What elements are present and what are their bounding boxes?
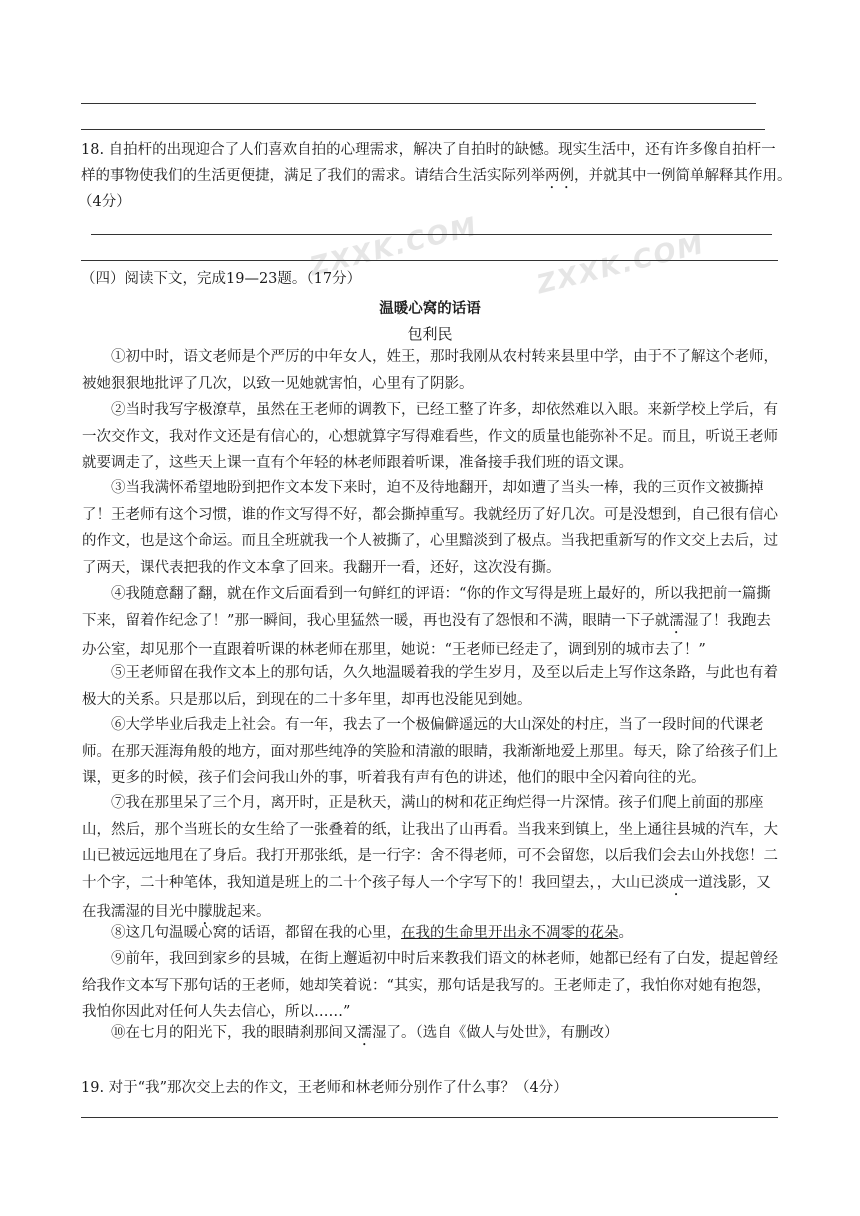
answer-line <box>91 234 772 235</box>
answer-line <box>81 1117 778 1118</box>
paragraph-8-text-a: ⑧这几句温暖心窝的话语，都留在我的心里， <box>111 925 401 941</box>
question-19: 19. 对于“我”那次交上去的作文，王老师和林老师分别作了什么事？（4分） <box>81 1080 568 1096</box>
paragraph-5: ⑤王老师留在我作文本上的那句话，久久地温暖着我的学生岁月，及至以后走上写作这条路，与此也有着极大的关系。只是那以后，到现在的二十多年里，却再也没能见到她。 <box>82 665 778 708</box>
passage-title: 温暖心窝的话语 <box>379 301 481 317</box>
paragraph-9: ⑨前年，我回到家乡的县城，在街上邂逅初中时后来教我们语文的林老师，她都已经有了白发，提起曾经给我作文本写下那句话的王老师，她却笑着说：“其实，那句话是我写的。王老师走了，我怕你对她有抱怨，我怕你因此对任何人失去信心，所以……” <box>82 951 778 1021</box>
question-18-line-1: 18. 自拍杆的出现迎合了人们喜欢自拍的心理需求，解决了自拍时的缺憾。现实生活中，还有许多像自拍杆一 <box>81 142 776 158</box>
paragraph-4-text-a: ④我随意翻了翻，就在作文后面看到一句鲜红的评语：“你的作文写得是班上最好的，所以我把前一篇撕下来，留着作纪念了！”那一瞬间，我心里猛然一暖，再也没有了怨恨和不满，眼睛一下子就 <box>82 586 771 629</box>
paragraph-7-text-b: 一道浅影，又在我濡湿的目光中 <box>82 874 771 920</box>
paragraph-4-text-b: 湿了！我跑去办公室，却见那个一直跟着听课的林老师在那里，她说：“王老师已经走了，调到别的城市去了！” <box>82 612 771 658</box>
section-4-header: （四）阅读下文，完成19—23题。（17分） <box>81 271 362 287</box>
answer-line <box>81 260 778 261</box>
emphasis-meng: 朦 <box>198 903 213 920</box>
answer-line <box>81 129 765 130</box>
question-18-text-a: 样的事物使我们的生活更便捷，满足了我们的需求。请结合生活实际列举 <box>81 168 545 184</box>
paragraph-7 <box>82 790 778 928</box>
passage-author: 包利民 <box>407 325 453 343</box>
paragraph-1: ①初中时，语文老师是个严厉的中年女人，姓王，那时我刚从农村转来县里中学，由于不了解这个老师，被她狠狠地批评了几次，以致一见她就害怕，心里有了阴影。 <box>82 349 778 392</box>
answer-line <box>81 103 756 104</box>
watermark-right: ZXXK.COM <box>533 229 709 301</box>
emphasis-ru: 濡 <box>669 612 684 629</box>
paragraph-6: ⑥大学毕业后我走上社会。有一年，我去了一个极偏僻遥远的大山深处的村庄，当了一段时间的代课老师。在那天涯海角般的地方，面对那些纯净的笑脸和清澈的眼睛，我渐渐地爱上那里。每天，除了给孩子们上课，更多的时候，孩子们会问我山外的事，听着我有声有色的讲述，他们的眼中全闪着向往的光。 <box>82 717 778 787</box>
paragraph-10 <box>82 1020 778 1049</box>
paragraph-10-text-a: ⑩在七月的阳光下，我的眼睛刹那间又 <box>111 1025 358 1041</box>
paragraph-10-text-b: 湿了。（选自《做人与处世》，有删改） <box>372 1025 619 1041</box>
question-18-line-2 <box>81 166 792 192</box>
emphasis-two-examples: 两例 <box>545 168 574 184</box>
emphasis-ru-2: 濡 <box>357 1025 372 1041</box>
watermark-left: ZXXK.COM <box>306 211 482 283</box>
question-18-score: （4分） <box>78 194 131 210</box>
emphasis-cheng: 成 <box>669 874 684 891</box>
question-18-text-b: ，并就其中一例简单解释其作用。 <box>574 168 792 184</box>
paragraph-2: ②当时我写字极潦草，虽然在王老师的调教下，已经工整了许多，却依然难以入眼。来新学校上学后，有一次交作文，我对作文还是有信心的，心想就算字写得难看些，作文的质量也能弥补不足。而且，听说王老师就要调走了，这些天上课一直有个年轻的林老师跟着听课，准备接手我们班的语文课。 <box>82 402 778 472</box>
paragraph-4 <box>82 581 778 663</box>
underlined-sentence: 在我的生命里开出永不凋零的花朵 <box>401 925 619 941</box>
paragraph-8-text-b: 。 <box>618 925 633 941</box>
paragraph-7-text-c: 胧起来。 <box>212 903 271 920</box>
paragraph-8 <box>82 920 778 947</box>
paragraph-3: ③当我满怀希望地盼到把作文本发下来时，迫不及待地翻开，却如遭了当头一棒，我的三页作文被撕掉了！王老师有这个习惯，谁的作文写得不好，都会撕掉重写。我就经历了好几次。可是没想到，自己很有信心的作文，也是这个命运。而且全班就我一个人被撕了，心里黯淡到了极点。当我把重新写的作文交上去后，过了两天，课代表把我的作文本拿了回来。我翻开一看，还好，这次没有撕。 <box>82 480 778 576</box>
paragraph-7-text-a: ⑦我在那里呆了三个月，离开时，正是秋天，满山的树和花正绚烂得一片深情。孩子们爬上前面的那座山，然后，那个当班长的女生给了一张叠着的纸，让我出了山再看。当我来到镇上，坐上通往县城的汽车，大山已被远远地甩在了身后。我打开那张纸，是一行字：舍不得老师，可不会留您，以后我们会去山外找您！二十个字，二十种笔体，我知道是班上的二十个孩子每人一个字写下的！我回望去，，大山已淡 <box>82 795 778 891</box>
